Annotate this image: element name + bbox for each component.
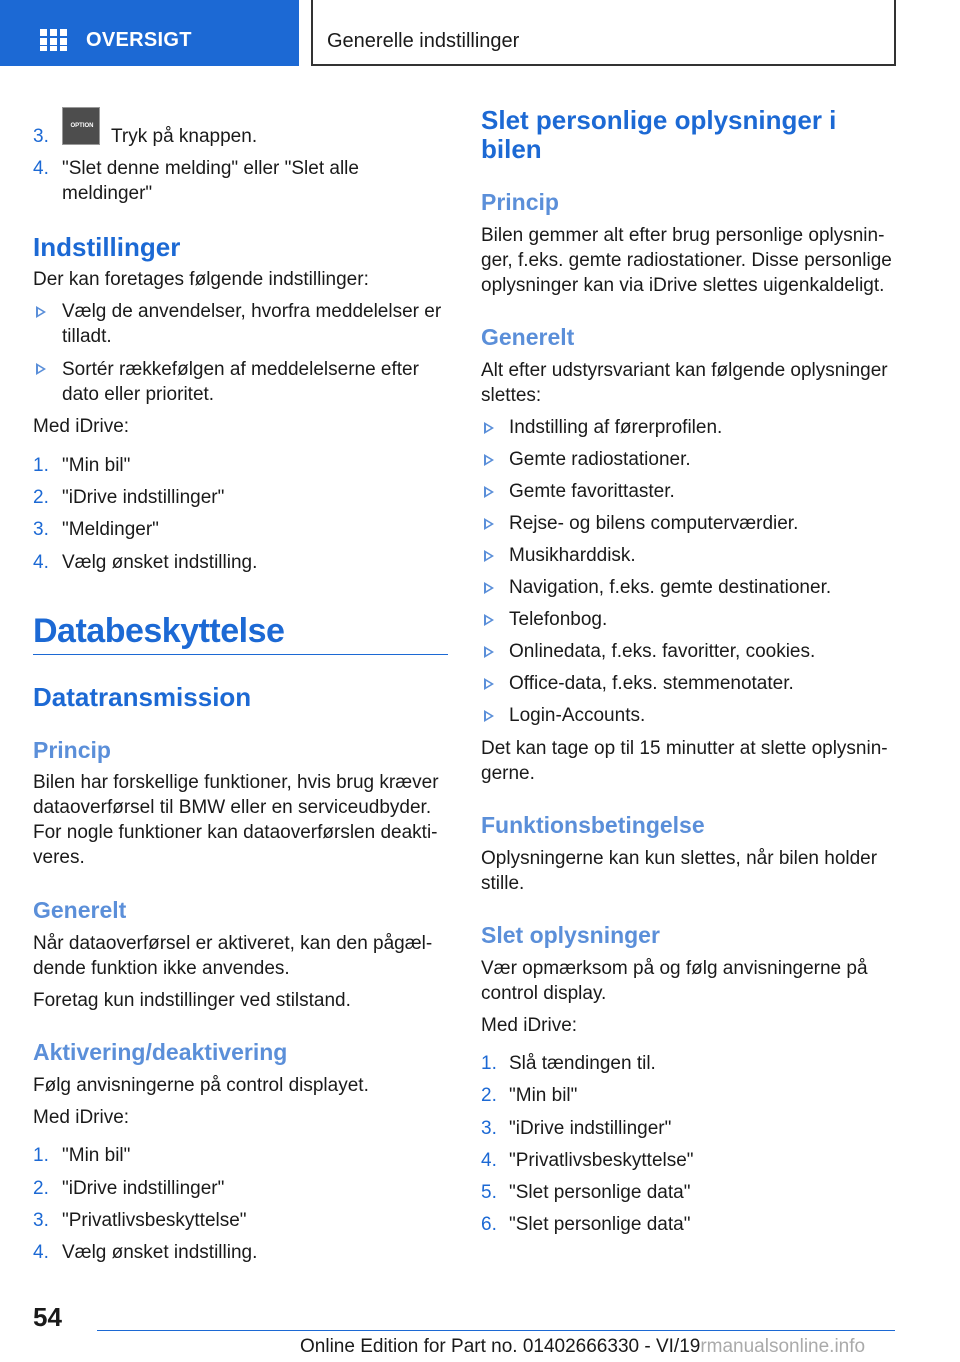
bullet-triangle-icon: [484, 582, 494, 594]
paragraph: gerne.: [481, 763, 535, 784]
bullet-triangle-icon: [484, 550, 494, 562]
footer-rule: [97, 1330, 895, 1331]
bullet-triangle-icon: [484, 486, 494, 498]
bullet-triangle-icon: [484, 646, 494, 658]
footer-edition: [300, 1336, 865, 1358]
step-number: 2.: [33, 487, 49, 508]
chapter-heading: Databeskyttelse: [33, 612, 285, 650]
paragraph: Oplysningerne kan kun slettes, når bilen holder: [481, 848, 878, 869]
paragraph: stille.: [481, 873, 525, 894]
step-number: 4.: [481, 1150, 497, 1171]
step-number: 2.: [33, 1178, 49, 1199]
chapter-title: Generelle indstillinger: [327, 30, 520, 52]
paragraph: ger, f.eks. gemte radiostationer. Disse personlige: [481, 250, 892, 271]
page-number: 54: [33, 1302, 62, 1332]
step-number: 1.: [33, 455, 49, 476]
paragraph: Med iDrive:: [481, 1015, 578, 1036]
step-text: "Privatlivsbeskyttelse": [509, 1150, 694, 1171]
step-text: Vælg ønsket indstilling.: [62, 552, 258, 573]
step-text: "Privatlivsbeskyttelse": [62, 1210, 247, 1231]
subsection-heading: Princip: [33, 737, 111, 763]
step-text: Vælg ønsket indstilling.: [62, 1242, 258, 1263]
paragraph: Med iDrive:: [33, 1107, 130, 1128]
option-button-icon: [62, 107, 100, 145]
paragraph: Det kan tage op til 15 minutter at slette oplysnin‐: [481, 738, 888, 759]
bullet-triangle-icon: [36, 363, 46, 375]
bullet-text: Telefonbog.: [509, 609, 608, 630]
paragraph: Vær opmærksom på og følg anvisningerne på: [481, 958, 868, 979]
bullet-text: Office-data, f.eks. stemmenotater.: [509, 673, 794, 694]
step-number: 4.: [33, 158, 49, 179]
step-number: 1.: [481, 1053, 497, 1074]
paragraph: Foretag kun indstillinger ved stilstand.: [33, 990, 351, 1011]
bullet-triangle-icon: [484, 454, 494, 466]
paragraph: veres.: [33, 847, 85, 868]
bullet-text: Onlinedata, f.eks. favoritter, cookies.: [509, 641, 816, 662]
step-text: meldinger": [62, 183, 153, 204]
step-number: 1.: [33, 1145, 49, 1166]
subsection-heading: Princip: [481, 189, 559, 215]
bullet-triangle-icon: [36, 306, 46, 318]
bullet-triangle-icon: [484, 678, 494, 690]
bullet-text: Rejse- og bilens computerværdier.: [509, 513, 799, 534]
heading-rule: [33, 654, 448, 655]
bullet-triangle-icon: [484, 614, 494, 626]
subsection-heading: Slet oplysninger: [481, 922, 660, 948]
step-number: 3.: [481, 1118, 497, 1139]
step-text: "Meldinger": [62, 519, 159, 540]
step-text: "Slet denne melding" eller "Slet alle: [62, 158, 359, 179]
step-text: "Min bil": [509, 1085, 578, 1106]
bullet-triangle-icon: [484, 710, 494, 722]
bullet-triangle-icon: [484, 518, 494, 530]
bullet-text: Gemte favorittaster.: [509, 481, 675, 502]
step-text: Slå tændingen til.: [509, 1053, 656, 1074]
step-text: "Min bil": [62, 455, 131, 476]
section-heading: Indstillinger: [33, 232, 181, 262]
subsection-heading: Generelt: [33, 897, 127, 923]
bullet-text: dato eller prioritet.: [62, 384, 215, 405]
bullet-text: Indstilling af førerprofilen.: [509, 417, 723, 438]
option-button-label: OPTION: [70, 123, 94, 129]
paragraph: slettes:: [481, 385, 542, 406]
paragraph: control display.: [481, 983, 607, 1004]
step-text: "Slet personlige data": [509, 1182, 691, 1203]
subsection-heading: Generelt: [481, 324, 575, 350]
overview-tab-label: OVERSIGT: [86, 29, 192, 51]
section-heading: Slet personlige oplysninger i: [481, 105, 837, 135]
step-text: "iDrive indstillinger": [509, 1118, 672, 1139]
section-heading: bilen: [481, 134, 542, 164]
step-text: Tryk på knappen.: [111, 126, 258, 147]
step-number: 6.: [481, 1214, 497, 1235]
subsection-heading: Aktivering/deaktivering: [33, 1039, 288, 1065]
paragraph: Alt efter udstyrsvariant kan følgende oplysninger: [481, 360, 888, 381]
bullet-text: Vælg de anvendelser, hvorfra meddelelser er: [62, 301, 442, 322]
paragraph: Bilen gemmer alt efter brug personlige oplysnin‐: [481, 225, 885, 246]
paragraph: Der kan foretages følgende indstillinger:: [33, 269, 369, 290]
page-header: [0, 0, 960, 66]
paragraph: dataoverførsel til BMW eller en serviceudbyder.: [33, 797, 432, 818]
bullet-text: Navigation, f.eks. gemte destinationer.: [509, 577, 832, 598]
bullet-text: Musikharddisk.: [509, 545, 636, 566]
step-text: "Min bil": [62, 1145, 131, 1166]
paragraph: Med iDrive:: [33, 416, 130, 437]
bullet-text: Gemte radiostationer.: [509, 449, 691, 470]
step-number: 3.: [33, 126, 49, 147]
footer-watermark: rmanualsonline.info: [700, 1336, 866, 1357]
overview-tab[interactable]: [0, 0, 299, 66]
step-number: 4.: [33, 1242, 49, 1263]
paragraph: Bilen har forskellige funktioner, hvis brug kræver: [33, 772, 439, 793]
paragraph: For nogle funktioner kan dataoverførslen deakti‐: [33, 822, 438, 843]
footer-edition-text: Online Edition for Part no. 01402666330 - VI/19: [300, 1336, 701, 1357]
grid-icon: [40, 29, 67, 53]
paragraph: oplysninger kan via iDrive slettes uigenkaldeligt.: [481, 275, 885, 296]
step-number: 3.: [33, 1210, 49, 1231]
bullet-text: tilladt.: [62, 326, 112, 347]
bullet-text: Sortér rækkefølgen af meddelelserne efter: [62, 359, 419, 380]
section-heading: Datatransmission: [33, 682, 252, 712]
step-number: 2.: [481, 1085, 497, 1106]
paragraph: Følg anvisningerne på control displayet.: [33, 1075, 369, 1096]
step-text: "iDrive indstillinger": [62, 1178, 225, 1199]
step-text: "iDrive indstillinger": [62, 487, 225, 508]
step-text: "Slet personlige data": [509, 1214, 691, 1235]
subsection-heading: Funktionsbetingelse: [481, 812, 705, 838]
bullet-triangle-icon: [484, 422, 494, 434]
bullet-text: Login-Accounts.: [509, 705, 646, 726]
step-number: 4.: [33, 552, 49, 573]
step-number: 3.: [33, 519, 49, 540]
paragraph: dende funktion ikke anvendes.: [33, 958, 290, 979]
step-number: 5.: [481, 1182, 497, 1203]
paragraph: Når dataoverførsel er aktiveret, kan den pågæl‐: [33, 933, 433, 954]
chapter-title-box: [311, 0, 896, 66]
